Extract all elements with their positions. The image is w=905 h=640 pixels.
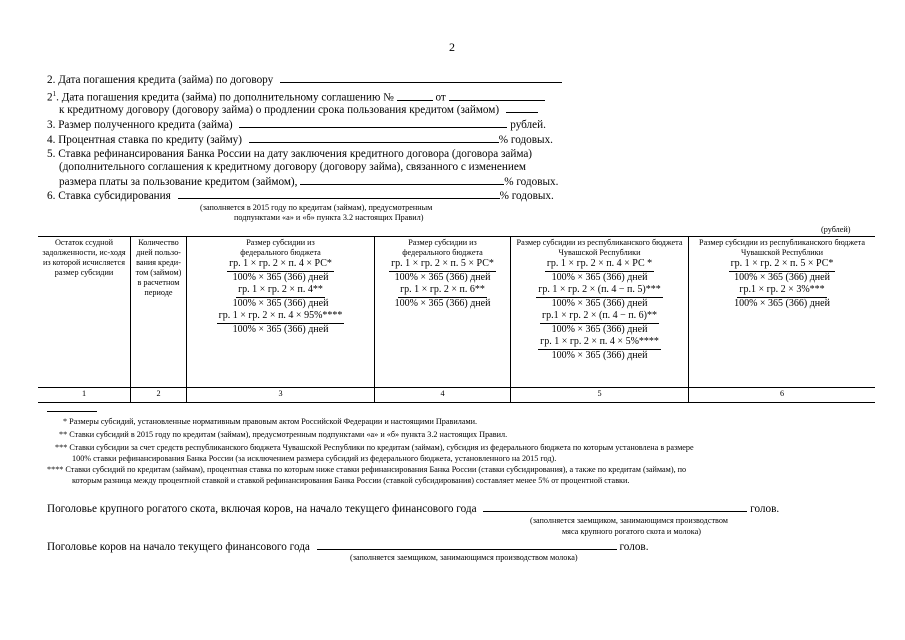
extension-date-field[interactable] xyxy=(506,103,538,113)
item-6-label: 6. Ставка субсидирования xyxy=(47,190,171,202)
formula-denominator: 100% × 365 (366) дней xyxy=(734,271,830,283)
item-2-1-label: . Дата погашения кредита (займа) по дополнительному соглашению № xyxy=(56,91,394,104)
formula-denominator: 100% × 365 (366) дней xyxy=(394,271,491,283)
item-5-line-3 xyxy=(59,175,558,189)
col-6-header: Размер субсидии из республиканского бюджета Чувашской Республики xyxy=(699,238,865,257)
cattle-note-2: мяса крупного рогатого скота и молока) xyxy=(562,527,701,536)
item-4 xyxy=(47,133,553,147)
formula-denominator: 100% × 365 (366) дней xyxy=(551,297,648,309)
item-2-field[interactable] xyxy=(280,73,562,83)
loan-amount-field[interactable] xyxy=(239,118,507,128)
cattle-count-field[interactable] xyxy=(483,502,747,512)
item-5-line-2: (дополнительного соглашения к кредитному договору (договору займа), связанного с изменением xyxy=(59,161,526,173)
formula-numerator: гр.1 × гр. 2 × 3%*** xyxy=(737,284,826,298)
item-3 xyxy=(47,118,546,132)
item-2-1-num: 2 xyxy=(47,91,53,104)
item-5-label: размера платы за пользование кредитом (займом), xyxy=(59,176,298,188)
footnote-4-cont: которым разница между процентной ставкой и ставкой рефинансирования Банка России (ставкой субсидирования) составляет менее 5% от процентной ставки. xyxy=(72,476,630,485)
formula-denominator: 100% × 365 (366) дней xyxy=(551,323,648,335)
footnote-2: ** Ставки субсидий в 2015 году по кредитам (займам), предусмотренным подпунктами «а» и «б» пункта 3.2 настоящих Правил. xyxy=(59,430,508,439)
col-number-4: 4 xyxy=(375,387,511,403)
formula-numerator: гр. 1 × гр. 2 × п. 4 × 95%**** xyxy=(217,310,345,324)
footnote-4: **** Ставки субсидий по кредитам (займам), процентная ставка по которым ниже ставки рефинансирования Банка России (ставки субсидирования), а также по кредитам (займам), по xyxy=(47,465,687,474)
formula-denominator: 100% × 365 (366) дней xyxy=(734,297,830,309)
formula xyxy=(511,336,688,362)
formula-numerator: гр. 1 × гр. 2 × п. 4 × 5%**** xyxy=(538,336,661,350)
item-6-note-2: подпунктами «а» и «б» пункта 3.2 настоящих Правил) xyxy=(234,213,424,222)
subsidy-rate-field[interactable] xyxy=(178,189,500,199)
formula-numerator: гр. 1 × гр. 2 × п. 4 × РС * xyxy=(545,258,654,272)
subsidy-table xyxy=(38,236,875,403)
col-number-2: 2 xyxy=(131,387,187,403)
col-3-header: Размер субсидии из федерального бюджета xyxy=(240,238,321,257)
item-2-label: 2. Дата погашения кредита (займа) по договору xyxy=(47,74,274,86)
footnote-3-cont: 100% ставки рефинансирования Банка России (за исключением размера субсидий из федерального бюджета, установленного на 2015 год). xyxy=(72,454,557,463)
formula xyxy=(187,284,374,310)
table-col-6 xyxy=(689,236,875,387)
formula-denominator: 100% × 365 (366) дней xyxy=(232,297,329,309)
footnote-separator xyxy=(47,411,97,412)
item-2 xyxy=(47,73,562,87)
item-2-1-sup: 1 xyxy=(52,90,57,98)
cows-count-row xyxy=(47,540,649,554)
formula-denominator: 100% × 365 (366) дней xyxy=(394,297,491,309)
formula-numerator: гр. 1 × гр. 2 × п. 4** xyxy=(236,284,325,298)
formula-numerator: гр.1 × гр. 2 × (п. 4 − п. 6)** xyxy=(540,310,659,324)
cows-count-field[interactable] xyxy=(317,540,617,550)
interest-rate-field[interactable] xyxy=(249,133,499,143)
col-4-header: Размер субсидии из федерального бюджета xyxy=(402,238,483,257)
col-number-6: 6 xyxy=(779,389,785,398)
footnote-1: * Размеры субсидий, установленные нормативным правовым актом Российской Федерации и настоящими Правилами. xyxy=(63,417,478,426)
formula xyxy=(187,258,374,284)
formula-denominator: 100% × 365 (366) дней xyxy=(551,271,648,283)
col-1-header: Остаток ссудной задолженности, ис-ходя из которой исчисляется размер субсидии xyxy=(42,238,126,277)
footnote-3: *** Ставки субсидии за счет средств республиканского бюджета Чувашской Республики по кредитам (займам), субсидия из федерального бюджета по которым установлена в размере xyxy=(55,443,694,452)
cattle-count-label: Поголовье крупного рогатого скота, включая коров, на начало текущего финансового года xyxy=(47,503,477,515)
item-2-1-from: от xyxy=(435,91,446,104)
agreement-number-field[interactable] xyxy=(397,91,433,101)
item-3-label: 3. Размер полученного кредита (займа) xyxy=(47,119,233,131)
table-col-3 xyxy=(187,236,375,387)
col-2-header: Количество дней пользо-вания креди-том (займом) в расчетном периоде xyxy=(135,238,182,297)
item-6-unit: % годовых. xyxy=(499,190,554,202)
item-5-unit: % годовых. xyxy=(504,176,559,188)
agreement-date-field[interactable] xyxy=(449,91,545,101)
cattle-count-row xyxy=(47,502,779,516)
table-col-5 xyxy=(511,236,689,387)
formula xyxy=(689,284,875,310)
formula-numerator: гр. 1 × гр. 2 × п. 5 × РС* xyxy=(729,258,836,272)
cattle-note-1: (заполняется заемщиком, занимающимся производством xyxy=(530,516,728,525)
table-col-2 xyxy=(131,236,187,387)
item-4-label: 4. Процентная ставка по кредиту (займу) xyxy=(47,134,242,146)
col-number-5: 5 xyxy=(511,387,689,403)
col-number-3: 3 xyxy=(187,387,375,403)
table-col-1 xyxy=(38,236,131,387)
col-number-1: 1 xyxy=(38,387,131,403)
formula-numerator: гр. 1 × гр. 2 × п. 4 × РС* xyxy=(227,258,334,272)
item-4-unit: % годовых. xyxy=(498,134,553,146)
formula xyxy=(187,310,374,336)
formula-numerator: гр. 1 × гр. 2 × (п. 4 − п. 5)*** xyxy=(536,284,663,298)
table-col-4 xyxy=(375,236,511,387)
item-6-note-1: (заполняется в 2015 году по кредитам (займам), предусмотренным xyxy=(200,203,433,212)
cows-note: (заполняется заемщиком, занимающимся производством молока) xyxy=(350,553,578,562)
formula xyxy=(511,284,688,310)
item-2-1-cont xyxy=(59,103,538,117)
formula-denominator: 100% × 365 (366) дней xyxy=(232,323,329,335)
formula-denominator: 100% × 365 (366) дней xyxy=(551,349,648,361)
formula-denominator: 100% × 365 (366) дней xyxy=(232,271,329,283)
cattle-count-unit: голов. xyxy=(750,503,780,515)
item-5-line-1: 5. Ставка рефинансирования Банка России на дату заключения кредитного договора (договора займа) xyxy=(47,148,533,160)
item-2-1-cont-label: к кредитному договору (договору займа) о продлении срока пользования кредитом (займом) xyxy=(59,104,500,116)
formula xyxy=(375,258,510,284)
formula xyxy=(511,310,688,336)
currency-label: (рублей) xyxy=(821,225,851,234)
formula-numerator: гр. 1 × гр. 2 × п. 5 × РС* xyxy=(389,258,496,272)
cows-count-label: Поголовье коров на начало текущего финансового года xyxy=(47,541,310,553)
cows-count-unit: голов. xyxy=(619,541,649,553)
formula-numerator: гр. 1 × гр. 2 × п. 6** xyxy=(398,284,487,298)
formula xyxy=(689,258,875,284)
page-number: 2 xyxy=(449,40,455,54)
col-5-header: Размер субсидии из республиканского бюджета Чувашской Республики xyxy=(516,238,683,257)
refinancing-rate-field[interactable] xyxy=(300,175,504,185)
formula xyxy=(375,284,510,310)
item-3-unit: рублей. xyxy=(510,119,546,131)
formula xyxy=(511,258,688,284)
item-6 xyxy=(47,189,554,203)
